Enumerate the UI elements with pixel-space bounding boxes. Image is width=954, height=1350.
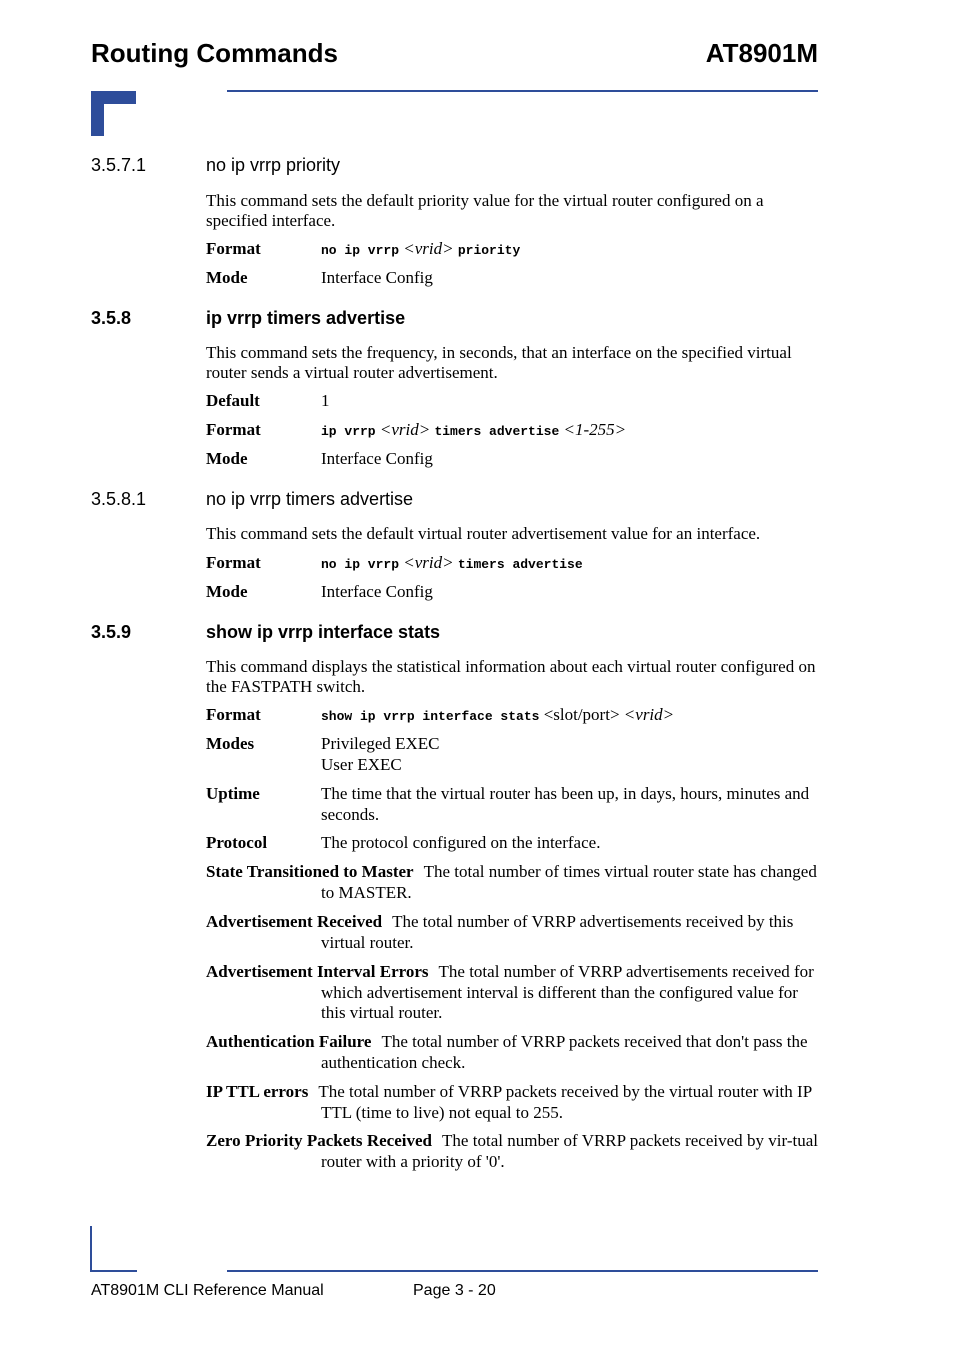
section-number: 3.5.8 [91,308,132,328]
field-description: The protocol configured on the interface. [321,833,601,852]
modes-value [321,734,440,775]
command-argument: <slot/port> [543,705,620,724]
format-label: Format [206,553,261,572]
format-label: Format [206,420,261,439]
field-entry [206,1032,818,1073]
section-description: This command sets the default virtual router advertisement value for an interface. [206,524,761,543]
field-entry [206,1082,818,1123]
section-number: 3.5.8.1 [91,489,147,509]
command-argument: <1-255> [563,420,627,439]
field-description: The total number of times virtual router state has changed to MASTER. [321,862,817,902]
format-label: Format [206,705,261,724]
footer-page-number: Page 3 - 20 [413,1282,496,1299]
command-argument: <vrid> [403,239,454,258]
command-keyword: priority [457,243,521,258]
field-label: Advertisement Received [206,912,383,931]
section-title: ip vrrp timers advertise [206,308,406,328]
command-keyword: timers advertise [434,424,560,439]
format-label: Format [206,239,261,258]
footer-manual-title: AT8901M CLI Reference Manual [91,1282,324,1299]
default-value: 1 [321,391,330,410]
command-keyword: timers advertise [457,557,583,572]
format-syntax [321,553,583,576]
mode-label: Mode [206,268,248,287]
field-entry [206,862,818,903]
section-title: no ip vrrp priority [206,155,341,175]
section-description: This command sets the frequency, in seconds, that an interface on the specified virtual router sends a virtual router advertisement. [206,343,792,382]
default-label: Default [206,391,260,410]
product-title: AT8901M [705,38,818,68]
command-keyword: no ip vrrp [321,557,400,572]
field-description: The total number of VRRP advertisements received for which advertisement interval is different than the configured value for this virtual router. [321,962,814,1022]
mode-value: Interface Config [321,268,433,287]
section-number: 3.5.9 [91,622,132,642]
field-label: Zero Priority Packets Received [206,1131,432,1150]
mode-value: Interface Config [321,449,433,468]
top-corner-bracket [91,91,137,137]
mode-item: Privileged EXEC [321,734,440,753]
mode-value: Interface Config [321,582,433,601]
bottom-corner-bracket [90,1226,138,1272]
field-label: State Transitioned to Master [206,862,414,881]
command-argument: <vrid> [379,420,431,439]
field-label: Uptime [206,784,260,803]
format-syntax [321,239,520,262]
section-description: This command sets the default priority value for the virtual router configured on a specified interface. [206,191,764,230]
field-entry [206,1131,818,1172]
command-keyword: no ip vrrp [321,243,400,258]
modes-label: Modes [206,734,255,753]
section-title: no ip vrrp timers advertise [206,489,414,509]
field-description: The total number of VRRP packets received by the virtual router with IP TTL (time to live) not equal to 255. [318,1082,812,1122]
format-syntax [321,705,674,728]
header-rule [227,90,818,92]
command-argument: <vrid> [623,705,675,724]
mode-label: Mode [206,449,248,468]
field-entry [206,962,818,1024]
field-description: The total number of VRRP packets received by vir-tual router with a priority of '0'. [321,1131,818,1171]
field-description: The time that the virtual router has been up, in days, hours, minutes and seconds. [321,784,810,824]
footer-rule [227,1270,818,1272]
mode-label: Mode [206,582,248,601]
command-keyword: ip vrrp [321,424,376,439]
command-argument: <vrid> [403,553,454,572]
field-label: Advertisement Interval Errors [206,962,429,981]
format-syntax [321,420,626,443]
field-label: Authentication Failure [206,1032,372,1051]
section-title: show ip vrrp interface stats [206,622,441,642]
field-label: IP TTL errors [206,1082,309,1101]
section-description: This command displays the statistical information about each virtual router configured on the FASTPATH switch. [206,657,816,696]
field-entry [206,912,818,953]
mode-item: User EXEC [321,754,402,774]
field-label: Protocol [206,833,268,852]
field-description: The total number of VRRP advertisements received by this virtual router. [321,912,794,952]
command-keyword: show ip vrrp interface stats [321,709,540,724]
section-number: 3.5.7.1 [91,155,147,175]
field-description: The total number of VRRP packets received that don't pass the authentication check. [321,1032,808,1072]
chapter-title: Routing Commands [91,38,338,68]
